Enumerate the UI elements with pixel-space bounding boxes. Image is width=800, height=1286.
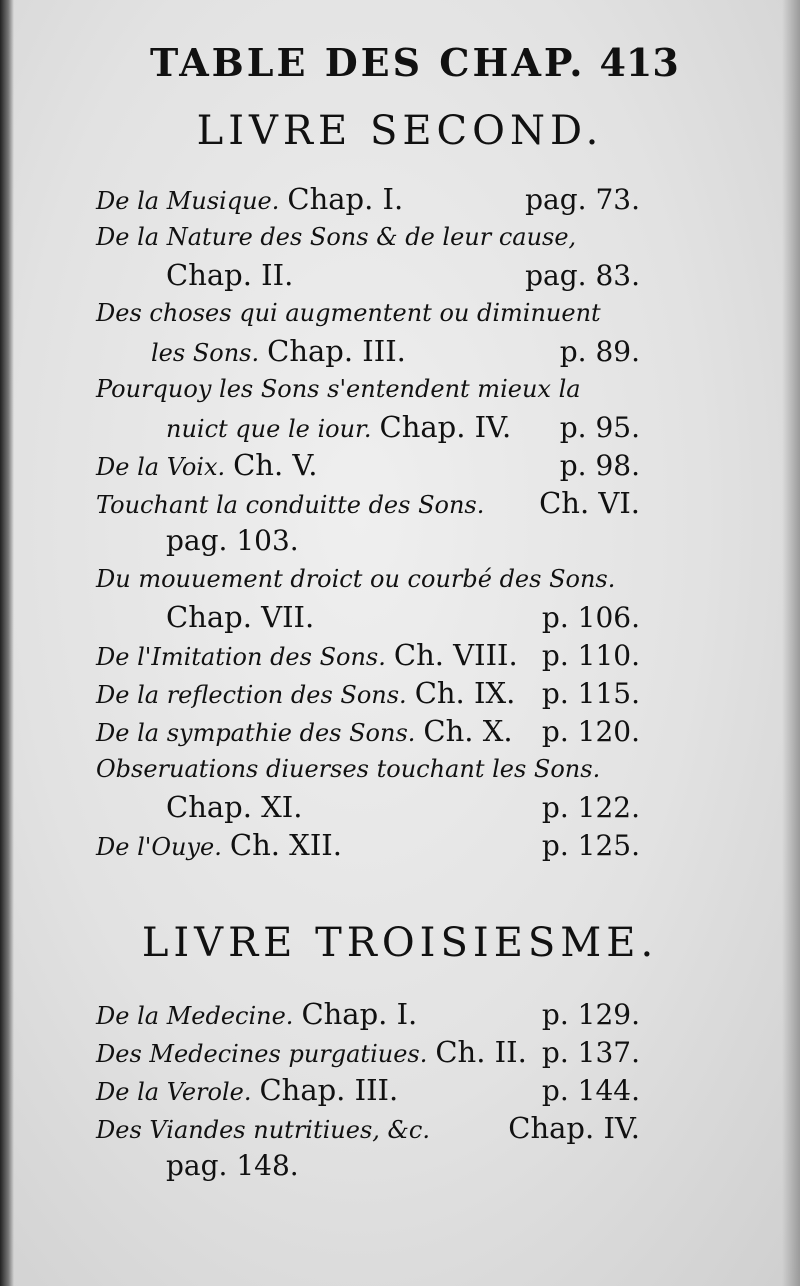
entry-chapter: Ch. VIII. bbox=[393, 638, 518, 672]
toc-entry bbox=[96, 484, 640, 522]
toc-entry-continuation bbox=[96, 1147, 640, 1185]
toc-entry bbox=[96, 218, 640, 256]
entry-title: Des Viandes nutritiues, &c. bbox=[96, 1116, 430, 1144]
entry-page: pag. 103. bbox=[166, 524, 299, 557]
entry-page: p. 125. bbox=[541, 829, 640, 862]
entry-chapter: Chap. III. bbox=[267, 334, 406, 368]
page-edge-shadow bbox=[0, 0, 14, 1286]
entry-title: De l'Ouye. bbox=[96, 833, 222, 861]
entry-title: De la Medecine. bbox=[96, 1002, 294, 1030]
entry-title: Touchant la conduitte des Sons. bbox=[96, 491, 485, 519]
toc-entry bbox=[96, 995, 640, 1033]
toc-entry-continuation bbox=[96, 788, 640, 826]
toc-entry-continuation bbox=[96, 598, 640, 636]
entry-chapter: Chap. II. bbox=[166, 258, 294, 292]
entry-title: De la sympathie des Sons. bbox=[96, 719, 416, 747]
page-edge-fade bbox=[782, 0, 800, 1286]
toc-entry bbox=[96, 826, 640, 864]
toc-entry bbox=[96, 560, 640, 598]
entry-chapter: Chap. XI. bbox=[166, 790, 303, 824]
entry-title: Obseruations diuerses touchant les Sons. bbox=[96, 755, 601, 783]
entry-chapter: Chap. I. bbox=[301, 997, 418, 1031]
entry-title: De la reflection des Sons. bbox=[96, 681, 407, 709]
toc-livre-troisiesme bbox=[96, 995, 640, 1185]
entry-chapter: Ch. X. bbox=[423, 714, 513, 748]
entry-title: De la Musique. bbox=[96, 187, 280, 215]
running-title: TABLE DES CHAP. bbox=[150, 40, 586, 85]
entry-page: pag. 148. bbox=[166, 1149, 299, 1182]
entry-chapter: Ch. VI. bbox=[539, 486, 640, 520]
running-header bbox=[150, 40, 679, 85]
entry-title: De la Nature des Sons & de leur cause, bbox=[96, 223, 577, 251]
toc-entry bbox=[96, 1109, 640, 1147]
entry-page: pag. 83. bbox=[525, 259, 640, 292]
toc-entry bbox=[96, 636, 640, 674]
entry-title: De la Voix. bbox=[96, 453, 226, 481]
toc-entry bbox=[96, 712, 640, 750]
toc-entry-continuation bbox=[96, 408, 640, 446]
entry-page: p. 98. bbox=[559, 449, 640, 482]
entry-title: Des choses qui augmentent ou diminuent bbox=[96, 299, 601, 327]
entry-page: p. 89. bbox=[559, 335, 640, 368]
section-title-livre-troisiesme: LIVRE TROISIESME. bbox=[141, 920, 659, 966]
entry-title: De l'Imitation des Sons. bbox=[96, 643, 386, 671]
toc-entry-continuation bbox=[96, 256, 640, 294]
entry-title-cont: les Sons. bbox=[151, 339, 260, 367]
toc-entry bbox=[96, 446, 640, 484]
toc-entry bbox=[96, 674, 640, 712]
toc-entry bbox=[96, 370, 640, 408]
entry-chapter: Ch. XII. bbox=[229, 828, 342, 862]
entry-page: p. 129. bbox=[541, 998, 640, 1031]
toc-entry-continuation bbox=[96, 522, 640, 560]
toc-entry-continuation bbox=[96, 332, 640, 370]
entry-chapter: Chap. I. bbox=[287, 182, 404, 216]
entry-page: p. 144. bbox=[541, 1074, 640, 1107]
entry-chapter: Chap. III. bbox=[259, 1073, 399, 1107]
entry-chapter: Ch. IX. bbox=[414, 676, 516, 710]
entry-title: Des Medecines purgatiues. bbox=[96, 1040, 428, 1068]
entry-title-cont: nuict que le iour. bbox=[166, 415, 372, 443]
entry-page: p. 120. bbox=[541, 715, 640, 748]
section-title-livre-second: LIVRE SECOND. bbox=[196, 108, 604, 154]
entry-chapter: Ch. V. bbox=[233, 448, 318, 482]
toc-entry bbox=[96, 294, 640, 332]
entry-chapter: Chap. IV. bbox=[379, 410, 512, 444]
toc-entry bbox=[96, 750, 640, 788]
entry-page: p. 115. bbox=[541, 677, 640, 710]
toc-livre-second bbox=[96, 180, 640, 864]
entry-page: p. 95. bbox=[559, 411, 640, 444]
entry-page: p. 110. bbox=[541, 639, 640, 672]
entry-title: Pourquoy les Sons s'entendent mieux la bbox=[96, 375, 581, 403]
page-number: 413 bbox=[599, 40, 679, 85]
entry-chapter: Chap. IV. bbox=[508, 1111, 640, 1145]
entry-title: De la Verole. bbox=[96, 1078, 252, 1106]
toc-entry bbox=[96, 1033, 640, 1071]
entry-chapter: Chap. VII. bbox=[166, 600, 315, 634]
toc-entry bbox=[96, 1071, 640, 1109]
entry-page: pag. 73. bbox=[525, 183, 640, 216]
toc-entry bbox=[96, 180, 640, 218]
entry-page: p. 106. bbox=[541, 601, 640, 634]
entry-page: p. 122. bbox=[541, 791, 640, 824]
entry-page: p. 137. bbox=[541, 1036, 640, 1069]
entry-title: Du mouuement droict ou courbé des Sons. bbox=[96, 565, 616, 593]
entry-chapter: Ch. II. bbox=[435, 1035, 527, 1069]
